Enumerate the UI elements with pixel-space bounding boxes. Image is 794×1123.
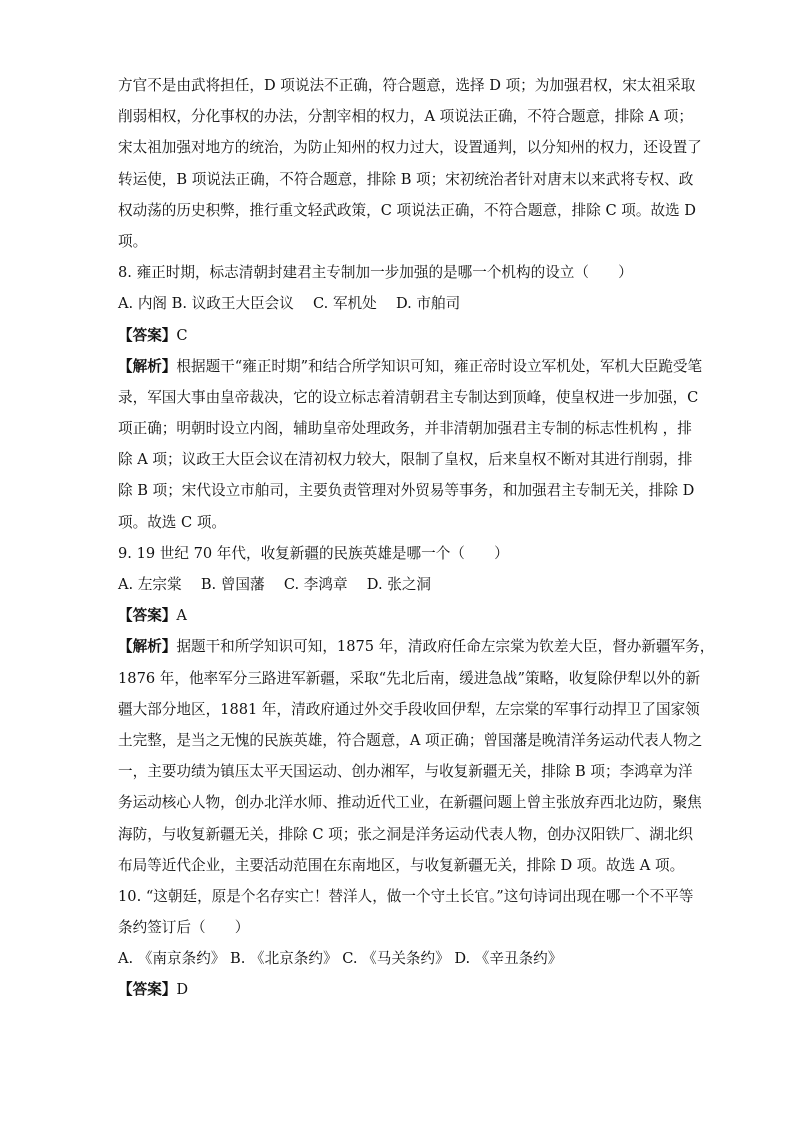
q10-question: 条约签订后（ ） <box>118 919 250 937</box>
q8-answer <box>118 320 684 351</box>
q9-analysis-line: 土完整，是当之无愧的民族英雄，符合题意，A 项正确；曾国藩是晚清洋务运动代表人物之 <box>118 731 703 749</box>
q8-question: 8. 雍正时期，标志清朝封建君主专制加一步加强的是哪一个机构的设立（ ） <box>118 264 633 282</box>
q8-analysis-line: 除 B 项；宋代设立市舶司，主要负责管理对外贸易等事务，和加强君主专制无关，排除 D <box>118 482 695 500</box>
q9-analysis-line: 布局等近代企业，主要活动范围在东南地区，与收复新疆无关，排除 D 项。故选 A 项。 <box>118 856 685 874</box>
q9-analysis-line: 1876 年，他率军分三路进军新疆，采取“先北后南，缓进急战”策略，收复除伊犁以外的新 <box>118 669 701 687</box>
q8-options: A. 内阁 B. 议政王大臣会议 C. 军机处 D. 市舶司 <box>118 295 461 313</box>
q8-analysis-line: 项正确；明朝时设立内阁，辅助皇帝处理政务，并非清朝加强君主专制的标志性机构 ，排 <box>118 420 692 438</box>
q8-analysis-line: 除 A 项；议政王大臣会议在清初权力较大，限制了皇权，后来皇权不断对其进行削弱，排 <box>118 451 693 469</box>
prev-analysis-line: 转运使，B 项说法正确，不符合题意，排除 B 项；宋初统治者针对唐末以来武将专权、政 <box>118 170 694 188</box>
q8-analysis-line: 项。故选 C 项。 <box>118 513 227 531</box>
q9-analysis-line: 务运动核心人物，创办北洋水师、推动近代工业，在新疆问题上曾主张放弃西北边防，聚焦 <box>118 794 702 812</box>
prev-analysis-line: 削弱相权，分化事权的办法，分割宰相的权力，A 项说法正确，不符合题意，排除 A 项； <box>118 108 693 126</box>
q9-answer <box>118 600 684 631</box>
q9-analysis-line: 海防，与收复新疆无关，排除 C 项；张之洞是洋务运动代表人物，创办汉阳铁厂、湖北织 <box>118 825 694 843</box>
answer-value: A <box>176 607 187 625</box>
prev-analysis-line: 权动荡的历史积弊，推行重文轻武政策，C 项说法正确，不符合题意，排除 C 项。故选 D <box>118 201 696 219</box>
q9-analysis-line <box>118 631 715 662</box>
answer-value: D <box>176 981 189 999</box>
answer-tag: 【答案】 <box>118 326 177 344</box>
analysis-tag: 【解析】 <box>118 638 177 656</box>
q8-analysis-line <box>118 351 703 382</box>
q8-analysis-line: 录，军国大事由皇帝裁决，它的设立标志着清朝君主专制达到顶峰，使皇权进一步加强，C <box>118 388 699 406</box>
q10-options: A. 《南京条约》 B. 《北京条约》 C. 《马关条约》 D. 《辛丑条约》 <box>118 950 563 968</box>
analysis-text: 根据题干“雍正时期”和结合所学知识可知，雍正帝时设立军机处，军机大臣跪受笔 <box>176 357 703 375</box>
analysis-tag: 【解析】 <box>118 357 177 375</box>
answer-value: C <box>176 326 188 344</box>
prev-analysis-line: 项。 <box>118 232 148 250</box>
document-page <box>118 70 715 1006</box>
analysis-text: 据题干和所学知识可知，1875 年，清政府任命左宗棠为钦差大臣，督办新疆军务， <box>176 638 715 656</box>
prev-analysis-line: 宋太祖加强对地方的统治，为防止知州的权力过大，设置通判，以分知州的权力，还设置了 <box>118 139 702 157</box>
q10-question: 10. “这朝廷，原是个名存实亡！替洋人，做一个守土长官。”这句诗词出现在哪一个不平等 <box>118 887 694 905</box>
answer-tag: 【答案】 <box>118 607 177 625</box>
q9-analysis-line: 一，主要功绩为镇压太平天国运动、创办湘军，与收复新疆无关，排除 B 项；李鸿章为洋 <box>118 763 693 781</box>
q10-answer <box>118 974 684 1005</box>
q9-analysis-line: 疆大部分地区，1881 年，清政府通过外交手段收回伊犁，左宗棠的军事行动捍卫了国家领 <box>118 700 700 718</box>
prev-analysis-line: 方官不是由武将担任，D 项说法不正确，符合题意，选择 D 项；为加强君权，宋太祖采取 <box>118 77 696 94</box>
q9-options: A. 左宗棠 B. 曾国藩 C. 李鸿章 D. 张之洞 <box>118 576 432 593</box>
answer-tag: 【答案】 <box>118 981 177 999</box>
q9-question: 9. 19 世纪 70 年代，收复新疆的民族英雄是哪一个（ ） <box>118 544 509 562</box>
